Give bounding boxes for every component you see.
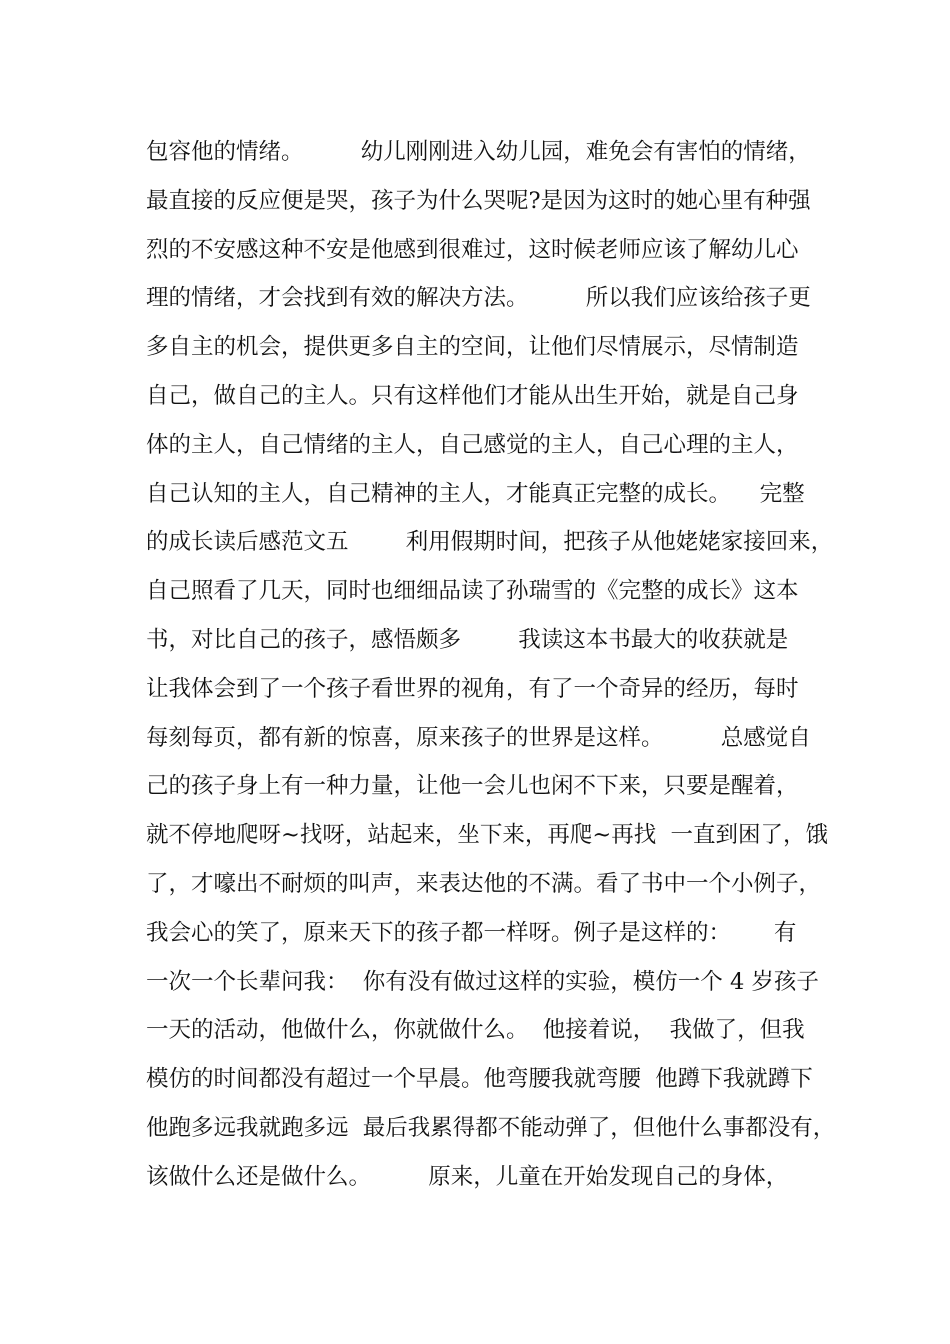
text-line: 让我体会到了一个孩子看世界的视角，有了一个奇异的经历，每时 — [146, 675, 799, 702]
text-line: 自己照看了几天，同时也细细品读了孙瑞雪的《完整的成长》这本 — [146, 578, 799, 605]
text-line: 他跑多远我就跑多远 最后我累得都不能动弹了，但他什么事都没有， — [146, 1114, 836, 1141]
text-line: 的成长读后感范文五 利用假期时间，把孩子从他姥姥家接回来， — [146, 529, 834, 556]
text-line: 模仿的时间都没有超过一个早晨。他弯腰我就弯腰 他蹲下我就蹲下 — [146, 1066, 813, 1093]
body-text — [146, 128, 836, 1202]
text-line: 己的孩子身上有一种力量，让他一会儿也闲不下来，只要是醒着， — [146, 773, 799, 800]
text-line: 书，对比自己的孩子，感悟颇多 我读这本书最大的收获就是 — [146, 626, 789, 653]
text-line: 烈的不安感这种不安是他感到很难过，这时候老师应该了解幼儿心 — [146, 236, 799, 263]
text-line: 该做什么还是做什么。 原来，儿童在开始发现自己的身体， — [146, 1163, 789, 1190]
text-line: 体的主人，自己情绪的主人，自己感觉的主人，自己心理的主人， — [146, 431, 799, 458]
text-line: 一天的活动，他做什么，你就做什么。 他接着说， 我做了，但我 — [146, 1017, 805, 1044]
text-line: 包容他的情绪。 幼儿刚刚进入幼儿园，难免会有害怕的情绪， — [146, 139, 811, 165]
text-line: 每刻每页，都有新的惊喜，原来孩子的世界是这样。 总感觉自 — [146, 724, 811, 751]
text-line: 一次一个长辈问我： 你有没有做过这样的实验，模仿一个 4 岁孩子 — [146, 968, 819, 995]
text-line: 理的情绪，才会找到有效的解决方法。 所以我们应该给孩子更 — [146, 285, 811, 312]
text-line: 自己，做自己的主人。只有这样他们才能从出生开始，就是自己身 — [146, 382, 799, 409]
text-line: 了，才嚎出不耐烦的叫声，来表达他的不满。看了书中一个小例子， — [146, 870, 822, 897]
text-line: 最直接的反应便是哭，孩子为什么哭呢?是因为这时的她心里有种强 — [146, 187, 811, 214]
text-line: 我会心的笑了，原来天下的孩子都一样呀。例子是这样的： 有 — [146, 919, 797, 946]
text-line: 就不停地爬呀~找呀，站起来，坐下来，再爬~再找 一直到困了，饿 — [146, 822, 829, 849]
text-line: 多自主的机会，提供更多自主的空间，让他们尽情展示，尽情制造 — [146, 334, 799, 361]
text-line: 自己认知的主人，自己精神的主人，才能真正完整的成长。 完整 — [146, 480, 805, 507]
